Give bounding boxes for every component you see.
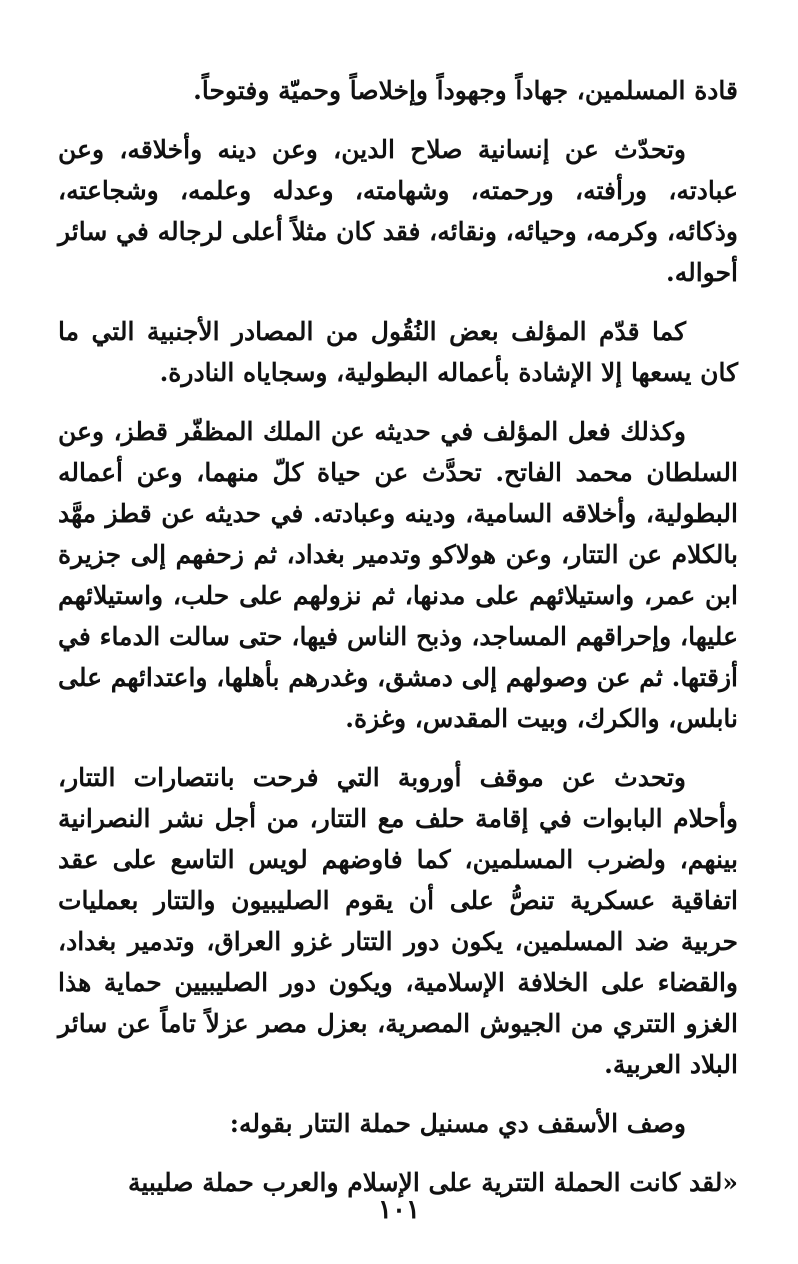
page-number: ١٠١	[378, 1195, 420, 1225]
paragraph-5: وتحدث عن موقف أوروبة التي فرحت بانتصارات التتار، وأحلام البابوات في إقامة حلف مع التتار، من أجل نشر النصرانية بينهم، ولضرب المسلمين، كما فاوضهم لويس التاسع على عقد اتفاقية عسكرية تنصُّ على أن يقوم الصليبيون والتتار بعمليات حربية ضد المسلمين، يكون دور التتار غزو العراق، وتدمير بغداد، والقضاء على الخلافة الإسلامية، ويكون دور الصليبيين حماية هذا الغزو التتري من الجيوش المصرية، بعزل مصر عزلاً تاماً عن سائر البلاد العربية.	[58, 763, 738, 1079]
paragraph-6: وصف الأسقف دي مسنيل حملة التتار بقوله:	[229, 1109, 686, 1138]
paragraph-4: وكذلك فعل المؤلف في حديثه عن الملك المظفّر قطز، وعن السلطان محمد الفاتح. تحدَّث عن حياة كلّ منهما، وعن أعماله البطولية، وأخلاقه السامية، ودينه وعبادته. في حديثه عن قطز مهَّد بالكلام عن التتار، وعن هولاكو وتدمير بغداد، ثم زحفهم إلى جزيرة ابن عمر، واستيلائهم على مدنها، ثم نزولهم على حلب، واستيلائهم عليها، وإحراقهم المساجد، وذبح الناس فيها، حتى سالت الدماء في أزقتها. ثم عن وصولهم إلى دمشق، وغدرهم بأهلها، واعتدائهم على نابلس، والكرك، وبيت المقدس، وغزة.	[58, 417, 738, 733]
page-body-text	[58, 70, 738, 1221]
paragraph-3: كما قدّم المؤلف بعض النُقُول من المصادر الأجنبية التي ما كان يسعها إلا الإشادة بأعماله البطولية، وسجاياه النادرة.	[58, 317, 738, 387]
paragraph-7-quote-start: «لقد كانت الحملة التترية على الإسلام والعرب حملة صليبية	[127, 1168, 738, 1197]
paragraph-2: وتحدّث عن إنسانية صلاح الدين، وعن دينه وأخلاقه، وعن عبادته، ورأفته، ورحمته، وشهامته، وعدله وعلمه، وشجاعته، وذكائه، وكرمه، وحيائه، ونقائه، فقد كان مثلاً أعلى لرجاله في سائر أحواله.	[58, 135, 738, 287]
paragraph-1: قادة المسلمين، جهاداً وجهوداً وإخلاصاً وحميّة وفتوحاً.	[193, 76, 738, 105]
